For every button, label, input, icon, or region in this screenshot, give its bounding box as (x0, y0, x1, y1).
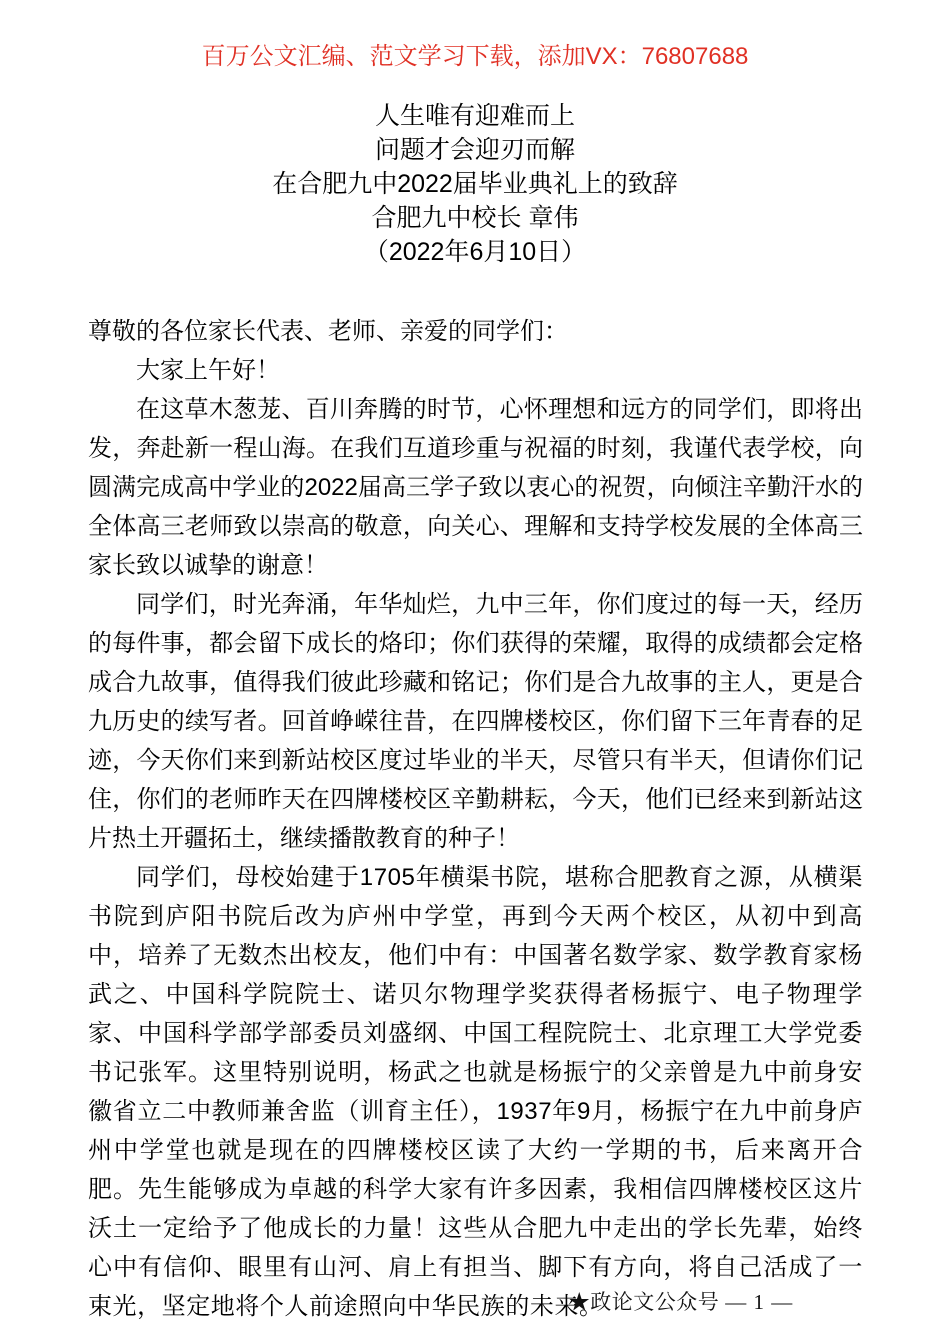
title-line-1: 人生唯有迎难而上 (374, 102, 575, 130)
title-line-5: （2022年6月10日） (363, 238, 587, 266)
page-footer (0, 1288, 950, 1316)
footer-inner (569, 1288, 794, 1316)
title-line-3: 在合肥九中2022届毕业典礼上的致辞 (272, 170, 678, 198)
paragraph-salutation: 尊敬的各位家长代表、老师、亲爱的同学们： (88, 318, 568, 345)
footer-watermark-label: ★政论文公众号 (568, 1290, 720, 1314)
paragraph-2: 同学们，时光奔涌，年华灿烂，九中三年，你们度过的每一天，经历的每件事，都会留下成长的烙印；你们获得的荣耀，取得的成绩都会定格成合九故事，值得我们彼此珍藏和铭记；你们是合九故事的主人，更是合九历史的续写者。回首峥嵘往昔，在四牌楼校区，你们留下三年青春的足迹，今天你们来到新站校区度过毕业的半天，尽管只有半天，但请你们记住，你们的老师昨天在四牌楼校区辛勤耕耘，今天，他们已经来到新站这片热土开疆拓土，继续播散教育的种子！ (88, 591, 863, 852)
title-line-4: 合肥九中校长 章伟 (371, 204, 579, 232)
document-title-block (0, 99, 950, 269)
paragraph-1: 在这草木葱茏、百川奔腾的时节，心怀理想和远方的同学们，即将出发，奔赴新一程山海。在我们互道珍重与祝福的时刻，我谨代表学校，向圆满完成高中学业的2022届高三学子致以衷心的祝贺，向倾注辛勤汗水的全体高三老师致以崇高的敬意，向关心、理解和支持学校发展的全体高三家长致以诚挚的谢意！ (88, 396, 863, 579)
promo-banner-text: 百万公文汇编、范文学习下载，添加VX：76807688 (201, 43, 749, 70)
document-body (88, 312, 863, 1326)
paragraph-greeting: 大家上午好！ (136, 357, 280, 384)
page-number: — 1 — (725, 1290, 794, 1314)
paragraph-3: 同学们，母校始建于1705年横渠书院，堪称合肥教育之源，从横渠书院到庐阳书院后改为庐州中学堂，再到今天两个校区，从初中到高中，培养了无数杰出校友，他们中有：中国著名数学家、数学教育家杨武之、中国科学院院士、诺贝尔物理学奖获得者杨振宁、电子物理学家、中国科学部学部委员刘盛纲、中国工程院院士、北京理工大学党委书记张军。这里特别说明，杨武之也就是杨振宁的父亲曾是九中前身安徽省立二中教师兼舍监（训育主任），1937年9月，杨振宁在九中前身庐州中学堂也就是现在的四牌楼校区读了大约一学期的书，后来离开合肥。先生能够成为卓越的科学大家有许多因素，我相信四牌楼校区这片沃土一定给予了他成长的力量！这些从合肥九中走出的学长先辈，始终心中有信仰、眼里有山河、肩上有担当、脚下有方向，将自己活成了一束光，坚定地将个人前途照向中华民族的未来。 (88, 864, 863, 1320)
title-line-2: 问题才会迎刃而解 (374, 136, 575, 164)
